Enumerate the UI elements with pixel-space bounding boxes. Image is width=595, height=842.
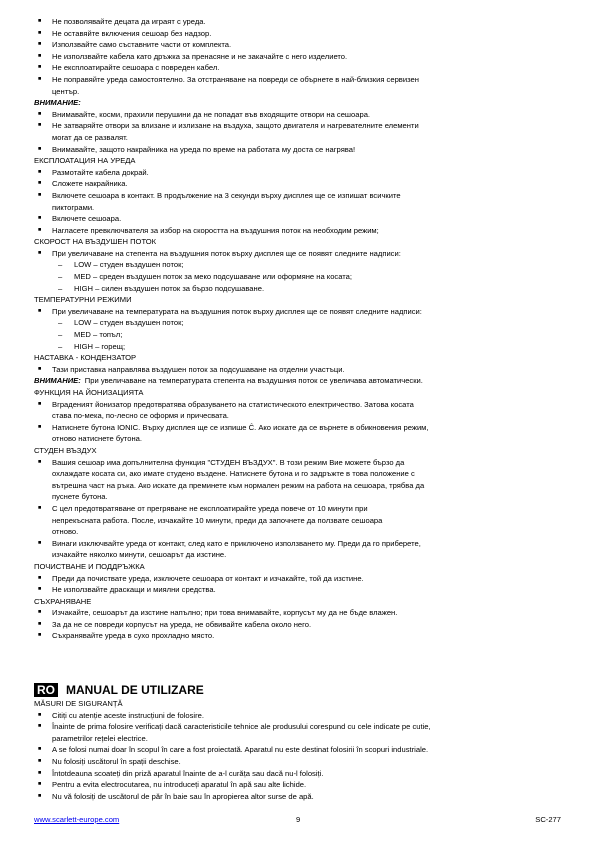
bulgarian-section	[34, 16, 561, 642]
model-number: SC-277	[535, 815, 561, 824]
bullet-item: ■ Изчакайте, сешоарът да изстине напълно; при това внимавайте, корпусът му да не бъде влажен.	[34, 607, 561, 619]
dash-marker: –	[58, 318, 63, 328]
dash-item-text: HIGH – горещ;	[74, 341, 126, 351]
bullet-continuation: непрекъсната работа. После, изчакайте 10 минути, преди да започнете да ползвате сешоара	[52, 515, 383, 525]
section-heading: ТЕМПЕРАТУРНИ РЕЖИМИ	[34, 295, 132, 305]
bullet-item: ■ Включете сешоара в контакт. В продължение на 3 секунди върху дисплея ще се изпишат всичките	[34, 190, 561, 202]
dash-item	[34, 341, 561, 353]
bullet-continuation: охлаждате косата си, ако имате студено въздене. Натиснете бутона и го задръжте в това положение с	[52, 469, 415, 479]
dash-marker: –	[58, 330, 63, 340]
bullet-item: ■ Не позволявайте децата да играят с уреда.	[34, 16, 561, 28]
bullet-item: ■ Înainte de prima folosire verificați dacă caracteristicile tehnice ale produsului corespund cu cele indicate pe cutie,	[34, 721, 561, 733]
bullet-item: ■ Съхранявайте уреда в сухо прохладно място.	[34, 630, 561, 642]
section-heading: ФУНКЦИЯ НА ЙОНИЗАЦИЯТА	[34, 388, 144, 397]
dash-item-text: LOW – студен въздушен поток;	[74, 318, 184, 328]
bullet-item: ■ Сложете накрайника.	[34, 178, 561, 190]
bullet-item: ■ Întotdeauna scoateți din priză aparatul înainte de a-l curăța sau dacă nu-l folosiți.	[34, 768, 561, 780]
bullet-item: ■ Pentru a evita electrocutarea, nu introduceți aparatul în apă sau alte lichide.	[34, 779, 561, 791]
bullet-item: ■ Не използвайте драскащи и миялни средства.	[34, 584, 561, 596]
bullet-item: ■ Вграденият йонизатор предотвратява образуването на статистическото електричество. Затова косата	[34, 399, 561, 411]
section-heading: НАСТАВКА - КОНДЕНЗАТОР	[34, 353, 137, 363]
bullet-item: ■ Не оставяйте включения сешоар без надзор.	[34, 28, 561, 40]
bullet-item: ■ Нагласете превключвателя за избор на скоростта на въздушния поток на необходим режим;	[34, 225, 561, 237]
bullet-item: ■ При увеличаване на температурата на въздушния поток върху дисплея ще се появят следните надписи:	[34, 306, 561, 318]
bullet-item: ■ Вашия сешоар има допълнителна функция "СТУДЕН ВЪЗДУХ". В този режим Вие можете бързо да	[34, 457, 561, 469]
bullet-item: ■ Натиснете бутона IONIC. Върху дисплея ще се изпише Ĉ. Ако искате да се върнете в обикновения режим,	[34, 422, 561, 434]
ro-language-tag: RO	[34, 683, 58, 697]
dash-item-text: LOW – студен въздушен поток;	[74, 260, 184, 270]
bullet-continuation: вътрешна част на ръка. Ако искате да преминете към нормален режим на работа на сешоара, трябва да	[52, 480, 425, 490]
section-heading: ПОЧИСТВАНЕ И ПОДДРЪЖКА	[34, 561, 145, 571]
bullet-item: ■ Винаги изключвайте уреда от контакт, след като е приключено използването му. Преди да го приберете,	[34, 538, 561, 550]
bullet-item: ■ Тази приставка направлява въздушен поток за подсушаване на отделни участъци.	[34, 364, 561, 376]
bullet-item: ■ Внимавайте, косми, прахили перушини да не попадат във входящите отвори на сешоара.	[34, 109, 561, 121]
ro-manual-title: MANUAL DE UTILIZARE	[66, 683, 204, 697]
bullet-continuation: могат да се развалят.	[52, 132, 128, 142]
warning-text: При увеличаване на температурата степента на въздушния поток се увеличава автоматически.	[84, 376, 423, 386]
bullet-item: ■ Размотайте кабела докрай.	[34, 167, 561, 179]
bullet-item: ■ Nu folosiți uscătorul în spații deschise.	[34, 756, 561, 768]
section-heading: ЕКСПЛОАТАЦИЯ НА УРЕДА	[34, 156, 136, 166]
bullet-item: ■ Използвайте само съставните части от комплекта.	[34, 39, 561, 51]
bullet-continuation: пуснете бутона.	[52, 492, 108, 502]
bullet-item: ■ Не поправяйте уреда самостоятелно. За отстраняване на повреди се обърнете в най-близкия сервизен	[34, 74, 561, 86]
bullet-continuation: изчакайте няколко минути, сешоарът да изстине.	[52, 550, 227, 560]
bullet-item: ■ A se folosi numai doar în scopul în care a fost proiectată. Aparatul nu este destinat folosirii în scopuri industriale.	[34, 744, 561, 756]
section-heading: СЪХРАНЯВАНЕ	[34, 596, 92, 606]
dash-item	[34, 283, 561, 295]
romanian-section	[34, 698, 561, 802]
page-number: 9	[296, 815, 301, 824]
bullet-continuation: център.	[52, 86, 80, 96]
dash-item-text: MED – топъл;	[74, 330, 123, 340]
dash-marker: –	[58, 260, 63, 270]
dash-item	[34, 271, 561, 283]
bullet-item: ■ Внимавайте, защото накрайника на уреда по време на работата му доста се нагрява!	[34, 144, 561, 156]
bullet-continuation: parametrilor rețelei electrice.	[52, 733, 148, 743]
ro-heading	[34, 683, 204, 697]
bullet-item: ■ Nu vă folosiți de uscătorul de păr în baie sau în apropierea altor surse de apă.	[34, 791, 561, 803]
bullet-item: ■ Не експлоатирайте сешоара с повреден кабел.	[34, 62, 561, 74]
website-link[interactable]: www.scarlett-europe.com	[34, 815, 120, 824]
warning-paragraph	[34, 375, 561, 387]
bullet-item: ■ Включете сешоара.	[34, 213, 561, 225]
section-heading: СКОРОСТ НА ВЪЗДУШЕН ПОТОК	[34, 237, 157, 247]
dash-marker: –	[58, 272, 63, 282]
dash-item-text: HIGH – силен въздушен поток за бързо подсушаване.	[74, 283, 265, 293]
bullet-item: ■ Не затваряйте отвори за влизане и излизане на въздуха, защото двигателя и нагревателните елементи	[34, 120, 561, 132]
bullet-item: ■ При увеличаване на степента на въздушния поток върху дисплея ще се появят следните надписи:	[34, 248, 561, 260]
dash-item	[34, 259, 561, 271]
bullet-item: ■ С цел предотвратяване от прегряване не експлоатирайте уреда повече от 10 минути при	[34, 503, 561, 515]
dash-item-text: MED – среден въздушен поток за меко подсушаване или оформяне на косата;	[74, 272, 353, 282]
bullet-continuation: отново.	[52, 527, 79, 537]
dash-marker: –	[58, 283, 63, 293]
bullet-continuation: пиктограми.	[52, 202, 95, 212]
section-heading: СТУДЕН ВЪЗДУХ	[34, 445, 97, 455]
bullet-item: ■ За да не се повреди корпусът на уреда, не обвивайте кабела около него.	[34, 619, 561, 631]
bullet-continuation: става по-мека, по-лесно се оформя и причесвата.	[52, 411, 229, 421]
bullet-continuation: отново натиснете бутона.	[52, 434, 143, 444]
dash-marker: –	[58, 341, 63, 351]
dash-item	[34, 317, 561, 329]
bullet-item: ■ Citiți cu atenție aceste instrucțiuni de folosire.	[34, 710, 561, 722]
section-heading: MĂSURI DE SIGURANȚĂ	[34, 699, 123, 708]
bullet-item: ■ Преди да почиствате уреда, изключете сешоара от контакт и изчакайте, той да изстине.	[34, 573, 561, 585]
warning-label: ВНИМАНИЕ:	[34, 376, 81, 386]
dash-item	[34, 329, 561, 341]
warning-label: ВНИМАНИЕ:	[34, 98, 81, 108]
bullet-item: ■ Не използвайте кабела като дръжка за пренасяне и не закачайте с него изделието.	[34, 51, 561, 63]
